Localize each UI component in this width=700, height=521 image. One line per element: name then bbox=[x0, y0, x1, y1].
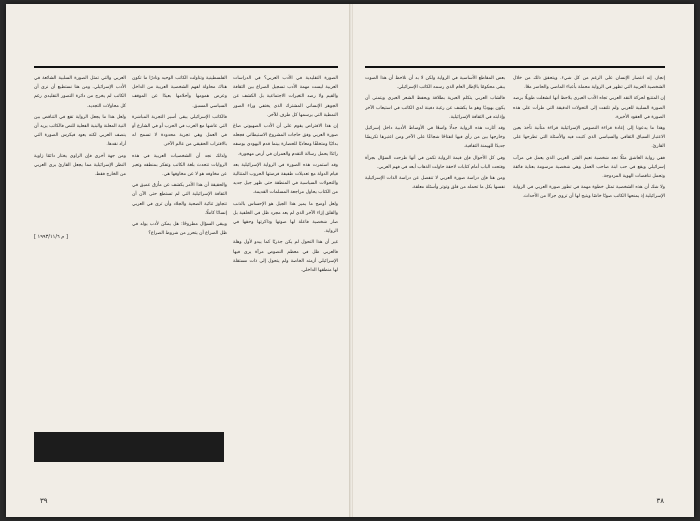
header-rule bbox=[365, 66, 665, 68]
paragraph: إن المتتبع لحركة النقد العربي تجاه الأدب العبري يلاحظ أنها انشغلت طويلًا برصد الصورة السلبية للعربي ولم تلتفت إلى التحولات الدقيقة التي طرأت على هذه الصورة في العقود الأخيرة. bbox=[513, 96, 665, 120]
paragraph: ومن جهة أخرى فإن الراوي يختار دائمًا زاوية النظر الإسرائيلية مما يجعل القارئ يرى العربي من الخارج فقط. bbox=[34, 153, 126, 178]
paragraph: العربي والتي تمثل الصورة السلبية الشائعة في الأدب الإسرائيلي. ومن هنا نستطيع أن نرى أن الكاتب لم يخرج من دائرة التصور التقليدي رغم كل محاولات التجديد. bbox=[34, 76, 126, 109]
paragraph: وفي كل الأحوال فإن قيمة الرواية تكمن في أنها طرحت السؤال بجرأة وفتحت الباب أمام كتابات لاحقة حاولت الذهاب أبعد في فهم العربي. bbox=[365, 155, 505, 170]
paragraph: غير أن هذا التحول لم يكن جذريًا كما يبدو لأول وهلة فالعربي ظل في معظم النصوص مرآة يرى فيها الإسرائيلي أزمته الخاصة ولم يتحول إلى ذات مستقلة لها منطقها الداخلي. bbox=[233, 240, 338, 274]
right-page-column-right bbox=[513, 74, 665, 494]
paragraph: ويبقى السؤال مطروحًا: هل يمكن لأدب يولد في ظل الصراع أن يتحرر من شروط الصراع؟ bbox=[132, 222, 227, 237]
paragraph: الصورة التقليدية في الأدب العربي؟ في الدراسات العربية ليست مهمة الأدب تسجيل الصراع بين الثقافة والقيم ولا رصد التغيرات الاجتماعية بل الكشف عن الجوهر الإنساني المشترك الذي يختفي وراء الصور النمطية التي يرسمها كل طرف للآخر. bbox=[233, 76, 338, 118]
paragraph: ومن هنا فإن دراسة صورة العربي لا تنفصل عن دراسة الذات الإسرائيلية نفسها بكل ما تحمله من قلق وتوتر وأسئلة معلقة. bbox=[365, 176, 505, 191]
left-page-column-right bbox=[233, 74, 338, 504]
paragraph: الفلسطينية وتناولت الكاتب الوحيد ونادرًا ما تكون هناك محاولة لفهم الشخصية العربية من الداخل وعرض همومها وأحلامها بعيدًا عن الموقف السياسي المسبق. bbox=[132, 76, 227, 109]
paragraph: وهذا ما يدعونا إلى إعادة قراءة النصوص الإسرائيلية قراءة متأنية تأخذ بعين الاعتبار السياق الثقافي والسياسي الذي كتبت فيه والأسئلة التي تطرحها على القارئ. bbox=[513, 126, 665, 150]
paragraph: وقد استمرت هذه الصورة في الرواية الإسرائيلية بعد قيام الدولة مع تعديلات طفيفة فرضتها الحروب المتتالية والتحولات السياسية في المنطقة حتى ظهر جيل جديد من الكتاب يحاول مراجعة المسلمات القديمة. bbox=[233, 162, 338, 196]
page-number-right: ٣٨ bbox=[656, 497, 664, 505]
paragraph: إن هذا الافتراض يقوم على أن الأدب الصهيوني صاغ صورة العربي وفق حاجات المشروع الاستيطاني فجعله بدائيًا ومتخلفًا ومعاديًا للحضارة بينما قدم اليهودي بوصفه رائدًا يحمل رسالة التقدم والعمران في أرض مهجورة. bbox=[233, 124, 338, 157]
paragraph: فالشاب العربي يتكلم العبرية بطلاقة ويحفظ الشعر العبري ويتمنى أن يكون يهوديًا وهو ما يكشف عن رغبة دفينة لدى الكاتب في استيعاب الآخر وإذابته في الثقافة الإسرائيلية. bbox=[365, 96, 505, 120]
paragraph: إنجاز، إنه انتصار الإنسان على الرغم من كل شيء. ويتحقق ذلك من خلال الشخصية العربية التي تظهر في الرواية محملة بأعباء الماضي والحاضر معًا. bbox=[513, 76, 665, 91]
left-page bbox=[6, 4, 349, 517]
paragraph: ففي رواية العاشق مثلًا نجد شخصية نعيم الفتى العربي الذي يعمل في مرآب إسرائيلي ويقع في حب ابنة صاحب العمل وهي شخصية مرسومة بعناية فائقة وتحمل تناقضات الهوية المزدوجة. bbox=[513, 155, 665, 180]
article-reference: [ م ١٩٩٣/١١/٦ ] bbox=[34, 234, 68, 240]
left-page-column-left bbox=[34, 74, 126, 224]
right-page bbox=[353, 4, 694, 517]
paragraph: ولا شك أن هذه الشخصية تمثل خطوة مهمة في تطور صورة العربي في الرواية الإسرائيلية إذ يمنحها الكاتب صوتًا خاصًا ويتيح لها أن تروي جزءًا من الأحداث. bbox=[513, 185, 665, 200]
paragraph: ولعل أوضح ما يميز هذا الجيل هو الإحساس بالذنب والقلق إزاء الآخر الذي لم يعد مجرد ظل في الخلفية بل صار شخصية فاعلة لها صوتها وذاكرتها وحقها في الرواية. bbox=[233, 201, 338, 235]
paragraph: ولذلك نجد أن الشخصيات العربية في هذه الروايات تتحدث بلغة الكاتب وتفكر بمنطقه وتعبر عن مخاوفه هو لا عن مخاوفها هي. bbox=[132, 153, 227, 178]
black-redaction-bar bbox=[34, 432, 224, 462]
book-spread bbox=[6, 4, 694, 517]
paragraph: ولعل هذا ما يجعل الرواية تقع في التناقض بين النية المعلنة والبنية الفعلية للنص فالكاتب يريد أن ينصف العربي لكنه يعود فيكرس الصورة التي أراد نقدها. bbox=[34, 114, 126, 148]
paragraph: فالكاتب الإسرائيلي يبقى أسير التجربة المباشرة التي عاشها مع العرب في الحرب أو في الشارع أو في العمل وهي تجربة محدودة لا تسمح له بالاقتراب الحقيقي من عالم الآخر. bbox=[132, 114, 227, 148]
right-page-column-left bbox=[365, 74, 505, 494]
paragraph: والحقيقة أن هذا الأمر يكشف عن مأزق عميق في الثقافة الإسرائيلية التي لم تستطع حتى الآن أن تتجاوز ثنائية الضحية والجلاد وأن ترى في العربي إنسانًا كاملًا. bbox=[132, 183, 227, 216]
header-rule bbox=[34, 66, 338, 68]
paragraph: وقد أثارت هذه الرواية جدلًا واسعًا في الأوساط الأدبية داخل إسرائيل وخارجها بين من رأى فيها انفتاحًا شجاعًا على الآخر ومن اعتبرها تكريسًا جديدًا للهيمنة الثقافية. bbox=[365, 126, 505, 150]
page-number-left: ٣٩ bbox=[40, 497, 48, 505]
paragraph: بعض المقاطع الأساسية في الرواية ولكن لا بد أن نلاحظ أن هذا الصوت يبقى محكومًا بالإطار العام الذي رسمه الكاتب الإسرائيلي. bbox=[365, 76, 505, 91]
